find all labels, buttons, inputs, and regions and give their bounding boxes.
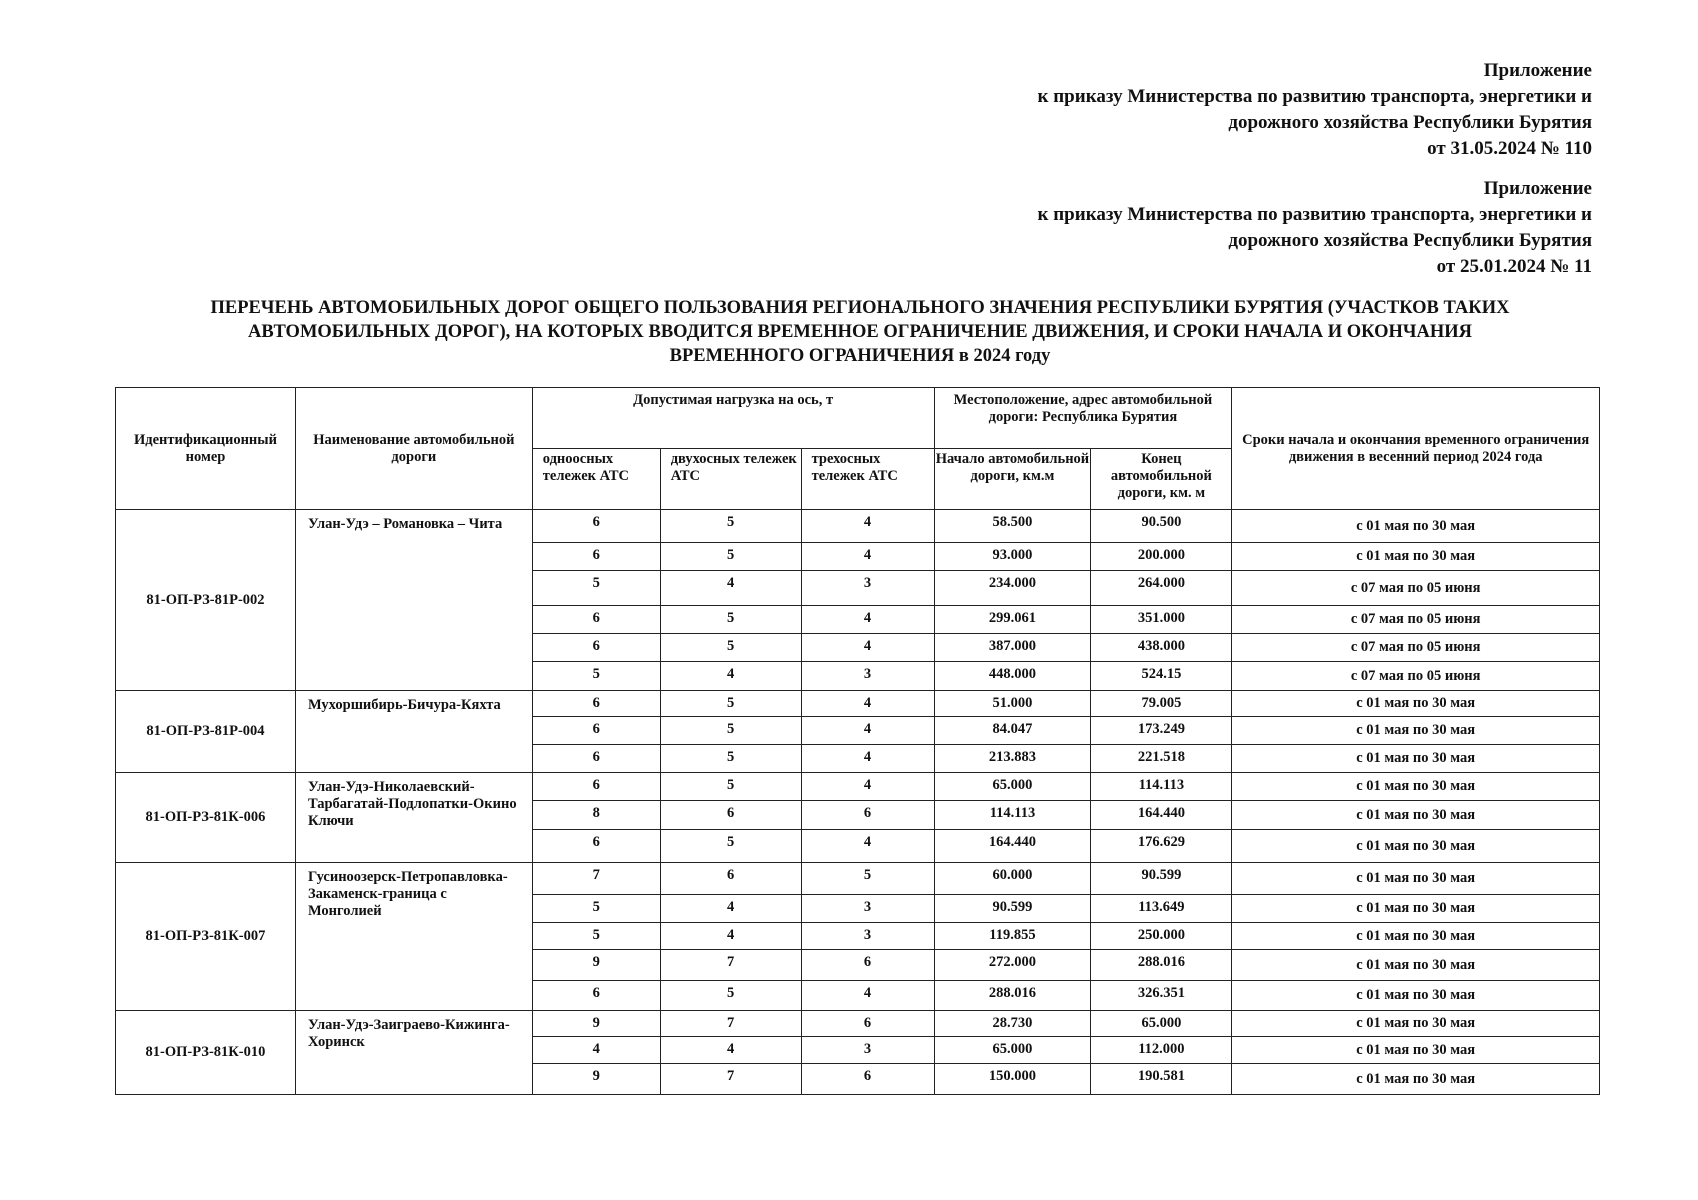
end-km-cell: 250.000 <box>1091 923 1232 950</box>
triple-axle-load-cell: 5 <box>801 863 934 895</box>
appendix-block-2 <box>892 176 1592 280</box>
triple-axle-load-cell: 4 <box>801 717 934 745</box>
single-axle-load-cell: 6 <box>532 717 660 745</box>
triple-axle-load-cell: 6 <box>801 1011 934 1037</box>
end-km-cell: 200.000 <box>1091 543 1232 571</box>
start-km-cell: 60.000 <box>934 863 1091 895</box>
double-axle-load-cell: 5 <box>660 606 801 634</box>
double-axle-load-cell: 6 <box>660 863 801 895</box>
double-axle-load-cell: 6 <box>660 801 801 830</box>
single-axle-load-cell: 8 <box>532 801 660 830</box>
double-axle-load-cell: 5 <box>660 830 801 863</box>
end-km-cell: 351.000 <box>1091 606 1232 634</box>
header-start-km: Начало автомобильной дороги, км.м <box>934 449 1091 510</box>
appendix-line: дорожного хозяйства Республики Бурятия <box>1228 230 1592 251</box>
triple-axle-load-cell: 6 <box>801 801 934 830</box>
single-axle-load-cell: 6 <box>532 606 660 634</box>
triple-axle-load-cell: 3 <box>801 662 934 691</box>
table-row <box>116 863 1600 895</box>
table-row <box>116 691 1600 717</box>
end-km-cell: 164.440 <box>1091 801 1232 830</box>
start-km-cell: 150.000 <box>934 1064 1091 1095</box>
appendix-order-date: от 25.01.2024 № 11 <box>1436 256 1592 277</box>
start-km-cell: 93.000 <box>934 543 1091 571</box>
double-axle-load-cell: 5 <box>660 717 801 745</box>
heading-line: АВТОМОБИЛЬНЫХ ДОРОГ), НА КОТОРЫХ ВВОДИТСЯ ВРЕМЕННОЕ ОГРАНИЧЕНИЕ ДВИЖЕНИЯ, И СРОКИ НАЧАЛА И ОКОНЧАНИЯ <box>248 322 1472 342</box>
single-axle-load-cell: 5 <box>532 895 660 923</box>
start-km-cell: 65.000 <box>934 1037 1091 1064</box>
end-km-cell: 190.581 <box>1091 1064 1232 1095</box>
road-id-cell: 81-ОП-РЗ-81Р-002 <box>116 510 296 691</box>
triple-axle-load-cell: 4 <box>801 745 934 773</box>
restriction-term-cell: с 01 мая по 30 мая <box>1232 1064 1600 1095</box>
restriction-term-cell: с 01 мая по 30 мая <box>1232 923 1600 950</box>
road-name-cell: Улан-Удэ-Николаевский-Тарбагатай-Подлопатки-Окино Ключи <box>295 773 532 863</box>
roads-restriction-table <box>115 387 1600 1095</box>
header-term: Сроки начала и окончания временного ограничения движения в весенний период 2024 года <box>1232 388 1600 510</box>
start-km-cell: 58.500 <box>934 510 1091 543</box>
double-axle-load-cell: 7 <box>660 950 801 981</box>
single-axle-load-cell: 6 <box>532 510 660 543</box>
restriction-term-cell: с 01 мая по 30 мая <box>1232 543 1600 571</box>
double-axle-load-cell: 4 <box>660 923 801 950</box>
start-km-cell: 234.000 <box>934 571 1091 606</box>
restriction-term-cell: с 01 мая по 30 мая <box>1232 510 1600 543</box>
triple-axle-load-cell: 4 <box>801 543 934 571</box>
road-name-cell: Мухоршибирь-Бичура-Кяхта <box>295 691 532 773</box>
single-axle-load-cell: 9 <box>532 950 660 981</box>
start-km-cell: 448.000 <box>934 662 1091 691</box>
end-km-cell: 112.000 <box>1091 1037 1232 1064</box>
triple-axle-load-cell: 4 <box>801 634 934 662</box>
restriction-term-cell: с 01 мая по 30 мая <box>1232 691 1600 717</box>
restriction-term-cell: с 01 мая по 30 мая <box>1232 1011 1600 1037</box>
start-km-cell: 213.883 <box>934 745 1091 773</box>
start-km-cell: 119.855 <box>934 923 1091 950</box>
road-name-cell: Гусиноозерск-Петропавловка-Закаменск-граница с Монголией <box>295 863 532 1011</box>
restriction-term-cell: с 01 мая по 30 мая <box>1232 950 1600 981</box>
road-id-cell: 81-ОП-РЗ-81К-007 <box>116 863 296 1011</box>
triple-axle-load-cell: 4 <box>801 691 934 717</box>
end-km-cell: 90.500 <box>1091 510 1232 543</box>
restriction-term-cell: с 01 мая по 30 мая <box>1232 773 1600 801</box>
single-axle-load-cell: 6 <box>532 981 660 1011</box>
start-km-cell: 84.047 <box>934 717 1091 745</box>
triple-axle-load-cell: 3 <box>801 895 934 923</box>
end-km-cell: 326.351 <box>1091 981 1232 1011</box>
single-axle-load-cell: 6 <box>532 543 660 571</box>
double-axle-load-cell: 4 <box>660 895 801 923</box>
triple-axle-load-cell: 6 <box>801 1064 934 1095</box>
start-km-cell: 164.440 <box>934 830 1091 863</box>
appendix-line: к приказу Министерства по развитию транспорта, энергетики и <box>1037 204 1592 225</box>
road-id-cell: 81-ОП-РЗ-81К-010 <box>116 1011 296 1095</box>
road-id-cell: 81-ОП-РЗ-81К-006 <box>116 773 296 863</box>
restriction-term-cell: с 01 мая по 30 мая <box>1232 745 1600 773</box>
single-axle-load-cell: 6 <box>532 830 660 863</box>
table-row <box>116 510 1600 543</box>
double-axle-load-cell: 5 <box>660 543 801 571</box>
end-km-cell: 288.016 <box>1091 950 1232 981</box>
restriction-term-cell: с 01 мая по 30 мая <box>1232 830 1600 863</box>
double-axle-load-cell: 5 <box>660 981 801 1011</box>
restriction-term-cell: с 07 мая по 05 июня <box>1232 571 1600 606</box>
table-body <box>116 510 1600 1095</box>
triple-axle-load-cell: 4 <box>801 981 934 1011</box>
start-km-cell: 387.000 <box>934 634 1091 662</box>
start-km-cell: 65.000 <box>934 773 1091 801</box>
appendix-title: Приложение <box>1483 60 1592 81</box>
triple-axle-load-cell: 4 <box>801 773 934 801</box>
triple-axle-load-cell: 3 <box>801 923 934 950</box>
heading-line: ВРЕМЕННОГО ОГРАНИЧЕНИЯ в 2024 году <box>669 346 1051 366</box>
end-km-cell: 524.15 <box>1091 662 1232 691</box>
restriction-term-cell: с 01 мая по 30 мая <box>1232 801 1600 830</box>
end-km-cell: 114.113 <box>1091 773 1232 801</box>
end-km-cell: 438.000 <box>1091 634 1232 662</box>
document-heading <box>110 296 1610 368</box>
double-axle-load-cell: 4 <box>660 571 801 606</box>
double-axle-load-cell: 7 <box>660 1011 801 1037</box>
single-axle-load-cell: 6 <box>532 634 660 662</box>
single-axle-load-cell: 4 <box>532 1037 660 1064</box>
table-row <box>116 1011 1600 1037</box>
restriction-term-cell: с 07 мая по 05 июня <box>1232 662 1600 691</box>
heading-line: ПЕРЕЧЕНЬ АВТОМОБИЛЬНЫХ ДОРОГ ОБЩЕГО ПОЛЬЗОВАНИЯ РЕГИОНАЛЬНОГО ЗНАЧЕНИЯ РЕСПУБЛИКИ БУРЯТИЯ (УЧАСТКОВ ТАКИХ <box>210 298 1510 318</box>
end-km-cell: 173.249 <box>1091 717 1232 745</box>
end-km-cell: 176.629 <box>1091 830 1232 863</box>
table-row <box>116 773 1600 801</box>
end-km-cell: 113.649 <box>1091 895 1232 923</box>
header-end-km: Конец автомобильной дороги, км. м <box>1091 449 1232 510</box>
double-axle-load-cell: 5 <box>660 691 801 717</box>
triple-axle-load-cell: 4 <box>801 510 934 543</box>
restriction-term-cell: с 01 мая по 30 мая <box>1232 717 1600 745</box>
header-double-axle: двухосных тележек АТС <box>660 449 801 510</box>
end-km-cell: 79.005 <box>1091 691 1232 717</box>
start-km-cell: 51.000 <box>934 691 1091 717</box>
start-km-cell: 299.061 <box>934 606 1091 634</box>
road-name-cell: Улан-Удэ-Заиграево-Кижинга-Хоринск <box>295 1011 532 1095</box>
road-name-cell: Улан-Удэ – Романовка – Чита <box>295 510 532 691</box>
single-axle-load-cell: 5 <box>532 662 660 691</box>
double-axle-load-cell: 5 <box>660 634 801 662</box>
single-axle-load-cell: 6 <box>532 773 660 801</box>
header-axle-load: Допустимая нагрузка на ось, т <box>532 388 934 449</box>
single-axle-load-cell: 5 <box>532 923 660 950</box>
single-axle-load-cell: 9 <box>532 1011 660 1037</box>
start-km-cell: 90.599 <box>934 895 1091 923</box>
double-axle-load-cell: 7 <box>660 1064 801 1095</box>
restriction-term-cell: с 01 мая по 30 мая <box>1232 981 1600 1011</box>
double-axle-load-cell: 5 <box>660 510 801 543</box>
appendix-block-1 <box>892 58 1592 162</box>
restriction-term-cell: с 07 мая по 05 июня <box>1232 606 1600 634</box>
end-km-cell: 221.518 <box>1091 745 1232 773</box>
end-km-cell: 65.000 <box>1091 1011 1232 1037</box>
triple-axle-load-cell: 3 <box>801 1037 934 1064</box>
start-km-cell: 28.730 <box>934 1011 1091 1037</box>
triple-axle-load-cell: 4 <box>801 606 934 634</box>
road-id-cell: 81-ОП-РЗ-81Р-004 <box>116 691 296 773</box>
header-road-name: Наименование автомобильной дороги <box>295 388 532 510</box>
single-axle-load-cell: 7 <box>532 863 660 895</box>
header-id: Идентификационный номер <box>116 388 296 510</box>
restriction-term-cell: с 01 мая по 30 мая <box>1232 863 1600 895</box>
single-axle-load-cell: 6 <box>532 691 660 717</box>
triple-axle-load-cell: 4 <box>801 830 934 863</box>
restriction-term-cell: с 01 мая по 30 мая <box>1232 1037 1600 1064</box>
appendix-order-date: от 31.05.2024 № 110 <box>1427 138 1592 159</box>
header-location: Местоположение, адрес автомобильной дороги: Республика Бурятия <box>934 388 1232 449</box>
appendix-line: дорожного хозяйства Республики Бурятия <box>1228 112 1592 133</box>
triple-axle-load-cell: 6 <box>801 950 934 981</box>
header-single-axle: одноосных тележек АТС <box>532 449 660 510</box>
appendix-line: к приказу Министерства по развитию транспорта, энергетики и <box>1037 86 1592 107</box>
double-axle-load-cell: 5 <box>660 745 801 773</box>
start-km-cell: 288.016 <box>934 981 1091 1011</box>
double-axle-load-cell: 4 <box>660 1037 801 1064</box>
double-axle-load-cell: 5 <box>660 773 801 801</box>
header-triple-axle: трехосных тележек АТС <box>801 449 934 510</box>
triple-axle-load-cell: 3 <box>801 571 934 606</box>
start-km-cell: 114.113 <box>934 801 1091 830</box>
end-km-cell: 264.000 <box>1091 571 1232 606</box>
appendix-title: Приложение <box>1483 178 1592 199</box>
end-km-cell: 90.599 <box>1091 863 1232 895</box>
single-axle-load-cell: 5 <box>532 571 660 606</box>
start-km-cell: 272.000 <box>934 950 1091 981</box>
restriction-term-cell: с 01 мая по 30 мая <box>1232 895 1600 923</box>
double-axle-load-cell: 4 <box>660 662 801 691</box>
single-axle-load-cell: 6 <box>532 745 660 773</box>
restriction-term-cell: с 07 мая по 05 июня <box>1232 634 1600 662</box>
single-axle-load-cell: 9 <box>532 1064 660 1095</box>
